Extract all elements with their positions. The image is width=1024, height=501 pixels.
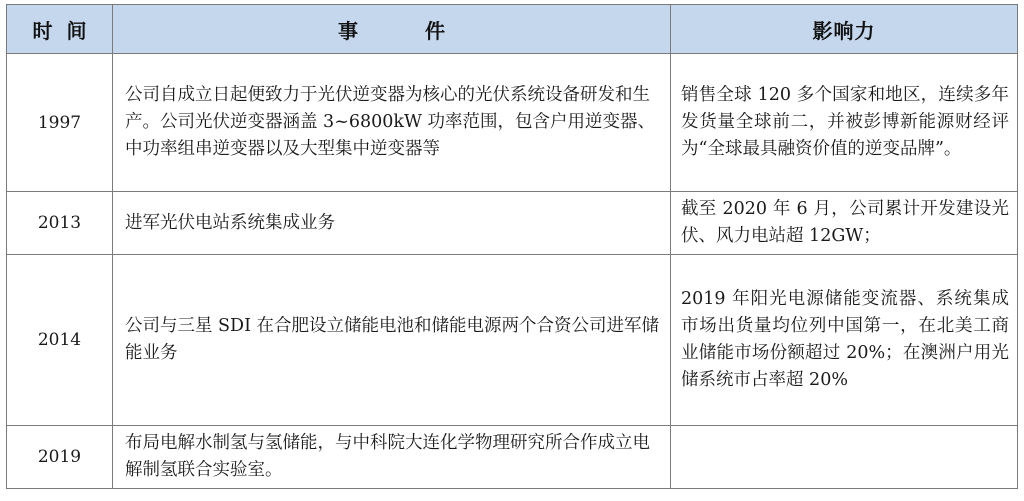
event-cell: 公司自成立日起便致力于光伏逆变器为核心的光伏系统设备研发和生产。公司光伏逆变器涵盖 3~6800kW 功率范围，包含户用逆变器、中功率组串逆变器以及大型集中逆变器等 [113,54,671,192]
impact-cell: 2019 年阳光电源储能变流器、系统集成市场出货量均位列中国第一，在北美工商业储能市场份额超过 20%；在澳洲户用光储系统市占率超 20% [671,255,1018,426]
header-impact: 影响力 [671,5,1018,54]
header-year: 时间 [7,5,113,54]
impact-cell: 销售全球 120 多个国家和地区，连续多年发货量全球前二，并被彭博新能源财经评为“全球最具融资价值的逆变品牌”。 [671,54,1018,192]
company-milestones-table [6,4,1018,489]
event-cell: 公司与三星 SDI 在合肥设立储能电池和储能电源两个合资公司进军储能业务 [113,255,671,426]
event-cell: 布局电解水制氢与氢储能，与中科院大连化学物理研究所合作成立电解制氢联合实验室。 [113,426,671,489]
year-cell: 2014 [7,255,113,426]
table-row [7,192,1018,255]
table-container [6,4,1018,489]
header-event: 事 件 [113,5,671,54]
event-cell: 进军光伏电站系统集成业务 [113,192,671,255]
table-row [7,255,1018,426]
year-cell: 2019 [7,426,113,489]
year-cell: 2013 [7,192,113,255]
year-cell: 1997 [7,54,113,192]
impact-cell: 截至 2020 年 6 月，公司累计开发建设光伏、风力电站超 12GW； [671,192,1018,255]
table-row [7,426,1018,489]
impact-cell [671,426,1018,489]
table-row [7,54,1018,192]
table-header-row [7,5,1018,54]
